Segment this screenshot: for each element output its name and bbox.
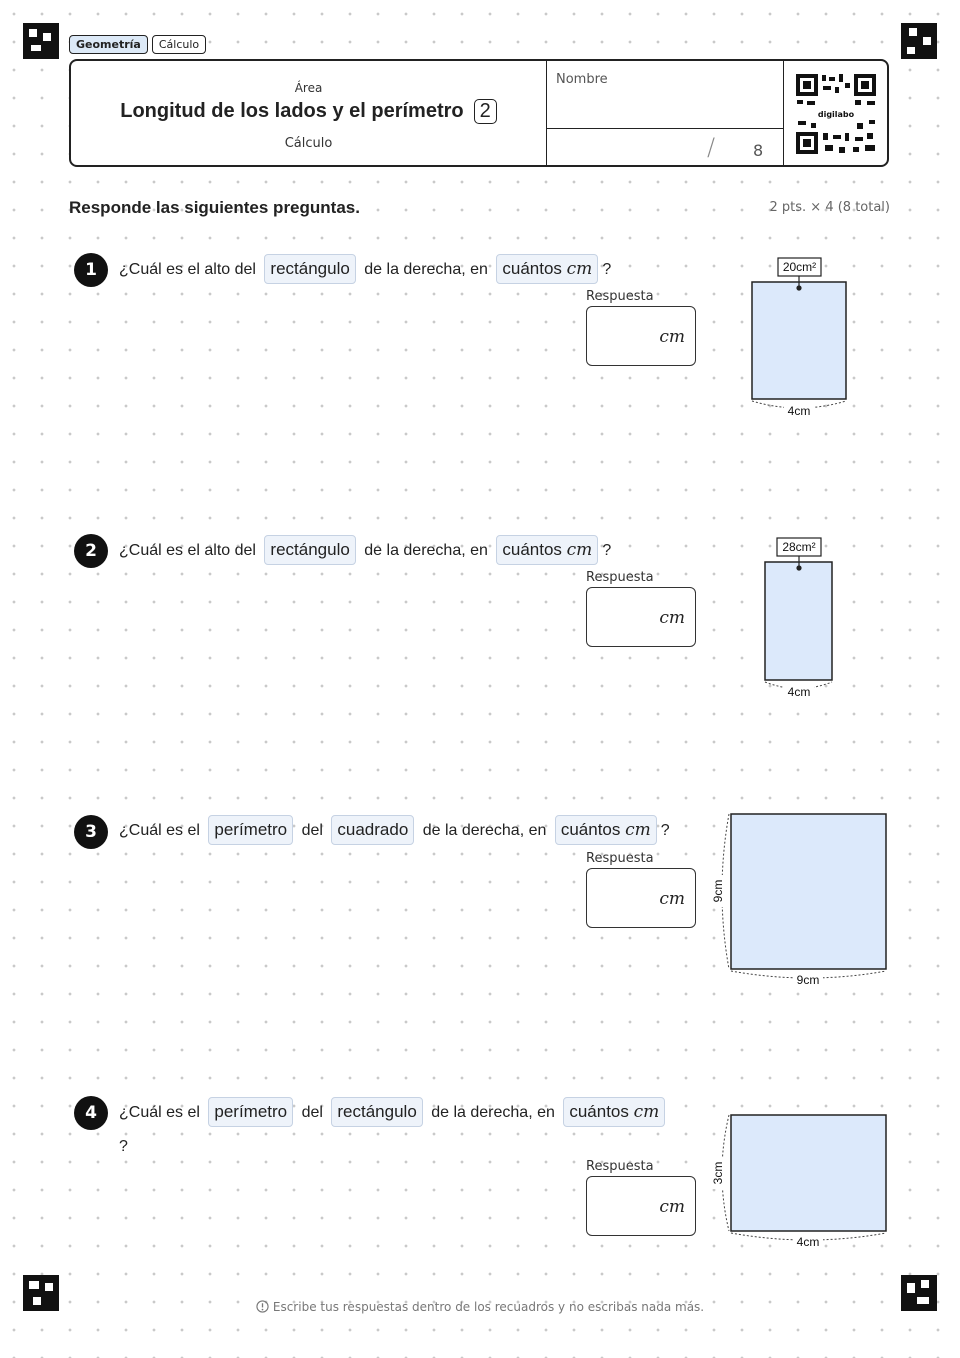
question-1-text-a: ¿Cuál es el alto del xyxy=(119,261,256,278)
question-number-4: 4 xyxy=(74,1096,108,1130)
answer-label-3: Respuesta xyxy=(586,851,654,866)
answer-label-2: Respuesta xyxy=(586,570,654,585)
chip-cuantos-cm xyxy=(496,535,598,565)
page-title-text: Longitud de los lados y el perímetro xyxy=(120,100,464,122)
area-label-2: 28cm² xyxy=(782,540,816,554)
question-2-text-b: de la derecha, en xyxy=(364,542,488,559)
question-mark: ? xyxy=(602,261,612,278)
width-label-2: 4cm xyxy=(787,685,811,699)
side-label-bottom-4: 4cm xyxy=(796,1235,820,1249)
width-label-1: 4cm xyxy=(787,404,811,418)
name-divider xyxy=(547,128,783,129)
tag-list xyxy=(69,35,206,54)
figure-square-3 xyxy=(705,805,895,995)
question-4-text-mid: del xyxy=(301,1104,323,1121)
qr-label: digilabo xyxy=(817,110,855,119)
question-mark: ? xyxy=(660,822,670,839)
qr-code-icon xyxy=(795,73,877,155)
worksheet-header xyxy=(69,59,889,167)
question-3-text-mid: del xyxy=(301,822,323,839)
question-4-text-b: de la derecha, en xyxy=(431,1104,555,1121)
chip-rectangulo: rectángulo xyxy=(264,535,355,565)
score-separator: / xyxy=(707,133,716,161)
answer-box-4[interactable] xyxy=(586,1176,696,1236)
chip-cuantos-word: cuántos xyxy=(560,820,621,839)
chip-perimetro: perímetro xyxy=(208,1097,293,1127)
header-title-block xyxy=(71,61,546,165)
worksheet-number: 2 xyxy=(474,99,497,124)
question-mark: ? xyxy=(119,1138,128,1155)
answer-unit-2: cm xyxy=(659,608,685,628)
answer-box-2[interactable] xyxy=(586,587,696,647)
corner-marker-top-left xyxy=(23,23,59,59)
side-label-left-3: 9cm xyxy=(711,879,725,903)
answer-unit-3: cm xyxy=(659,889,685,909)
figure-rectangle-1 xyxy=(740,255,860,425)
figure-rectangle-4 xyxy=(705,1105,895,1255)
chip-cuantos-cm xyxy=(496,254,598,284)
answer-unit-4: cm xyxy=(659,1197,685,1217)
chip-cuantos-word: cuántos xyxy=(502,259,562,278)
question-number-1: 1 xyxy=(74,253,108,287)
info-icon xyxy=(256,1300,269,1313)
chip-cuantos-cm xyxy=(563,1097,665,1127)
chip-perimetro: perímetro xyxy=(208,815,293,845)
question-4-text-a: ¿Cuál es el xyxy=(119,1104,200,1121)
answer-label-4: Respuesta xyxy=(586,1159,654,1174)
area-label-1: 20cm² xyxy=(782,260,817,274)
question-number-3: 3 xyxy=(74,815,108,849)
chip-unit: cm xyxy=(633,1102,660,1122)
chip-cuadrado: cuadrado xyxy=(331,815,414,845)
chip-unit: cm xyxy=(566,540,593,560)
chip-cuantos-cm xyxy=(555,815,657,845)
question-1-text-b: de la derecha, en xyxy=(364,261,488,278)
tag-geometria: Geometría xyxy=(69,35,148,54)
answer-box-1[interactable] xyxy=(586,306,696,366)
header-subtitle: Cálculo xyxy=(284,136,333,151)
question-number-2: 2 xyxy=(74,534,108,568)
footer-text: Escribe tus respuestas dentro de los recuadros y no escribas nada más. xyxy=(272,1300,705,1314)
tag-calculo: Cálculo xyxy=(152,35,206,54)
chip-rectangulo: rectángulo xyxy=(331,1097,422,1127)
points-note: 2 pts. × 4 (8 total) xyxy=(769,200,890,215)
chip-unit: cm xyxy=(625,820,651,840)
question-text-4 xyxy=(119,1096,719,1164)
side-label-bottom-3: 9cm xyxy=(796,973,820,987)
question-text-1 xyxy=(119,254,611,285)
corner-marker-top-right xyxy=(901,23,937,59)
name-score-block xyxy=(546,61,784,165)
side-label-left-4: 3cm xyxy=(711,1161,725,1185)
header-area-label: Área xyxy=(294,81,323,95)
page-title xyxy=(71,99,546,124)
figure-rectangle-2 xyxy=(740,535,860,705)
question-3-text-a: ¿Cuál es el xyxy=(119,822,200,839)
chip-rectangulo: rectángulo xyxy=(264,254,355,284)
chip-cuantos-word: cuántos xyxy=(502,540,562,559)
question-text-2 xyxy=(119,535,611,566)
question-text-3 xyxy=(119,815,670,846)
question-2-text-a: ¿Cuál es el alto del xyxy=(119,542,256,559)
chip-unit: cm xyxy=(566,259,593,279)
question-mark: ? xyxy=(602,542,612,559)
score-total: 8 xyxy=(753,141,764,160)
answer-box-3[interactable] xyxy=(586,868,696,928)
instructions: Responde las siguientes preguntas. xyxy=(69,198,360,217)
answer-label-1: Respuesta xyxy=(586,289,654,304)
question-3-text-b: de la derecha, en xyxy=(422,822,547,839)
chip-cuantos-word: cuántos xyxy=(569,1102,629,1121)
answer-unit-1: cm xyxy=(659,327,685,347)
footer-note xyxy=(0,1300,960,1314)
name-label: Nombre xyxy=(556,72,608,87)
